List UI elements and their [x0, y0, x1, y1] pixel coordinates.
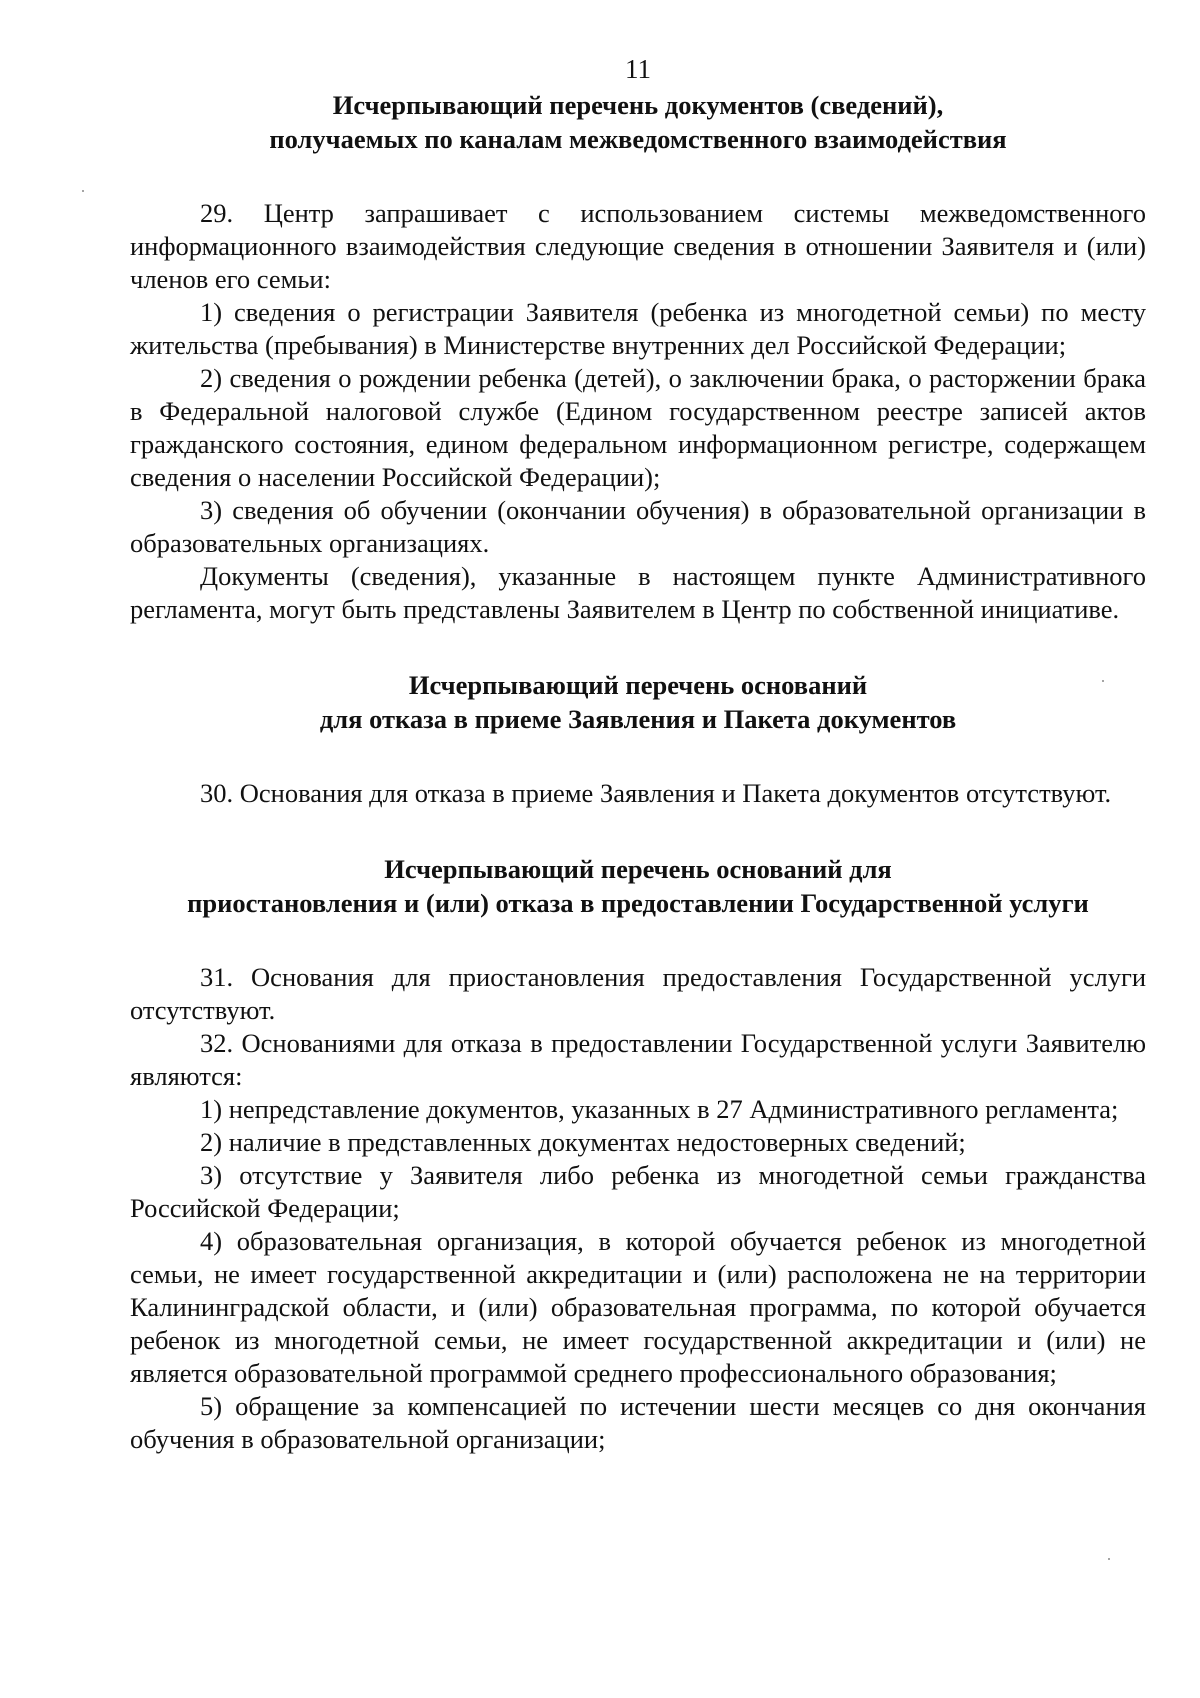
list-item-29-2: 2) сведения о рождении ребенка (детей), о заключении брака, о расторжении брака в Федеральной налоговой службе (Едином государственном реестре записей актов гражданского состояния, едином федеральном информационном регистре, содержащем сведения о населении Российской Федерации); [130, 363, 1146, 492]
scan-speck [1102, 680, 1104, 682]
page-number: 11 [625, 54, 651, 84]
list-item-29-3: 3) сведения об обучении (окончании обучения) в образовательной организации в образовательных организациях. [130, 495, 1146, 558]
section-heading-suspension-refusal [130, 852, 1146, 920]
paragraph-31: 31. Основания для приостановления предоставления Государственной услуги отсутствуют. [130, 962, 1146, 1025]
list-item-32-5: 5) обращение за компенсацией по истечении шести месяцев со дня окончания обучения в образовательной организации; [130, 1391, 1146, 1454]
paragraph-29-note: Документы (сведения), указанные в настоящем пункте Административного регламента, могут быть представлены Заявителем в Центр по собственной инициативе. [130, 561, 1146, 624]
heading-line: Исчерпывающий перечень оснований для [384, 854, 892, 884]
heading-line: Исчерпывающий перечень документов (сведений), [332, 90, 944, 120]
heading-line: приостановления и (или) отказа в предоставлении Государственной услуги [187, 888, 1089, 918]
scan-speck [82, 190, 84, 192]
paragraph-32: 32. Основаниями для отказа в предоставлении Государственной услуги Заявителю являются: [130, 1028, 1146, 1091]
heading-line: для отказа в приеме Заявления и Пакета документов [319, 704, 957, 734]
scan-speck [1108, 1558, 1110, 1560]
paragraph-30: 30. Основания для отказа в приеме Заявления и Пакета документов отсутствуют. [200, 778, 1112, 808]
list-item-32-1: 1) непредставление документов, указанных в 27 Административного регламента; [200, 1094, 1119, 1124]
paragraph-29: 29. Центр запрашивает с использованием системы межведомственного информационного взаимодействия следующие сведения в отношении Заявителя и (или) членов его семьи: [130, 198, 1146, 294]
list-item-32-2: 2) наличие в представленных документах недостоверных сведений; [200, 1127, 966, 1157]
list-item-32-3: 3) отсутствие у Заявителя либо ребенка из многодетной семьи гражданства Российской Федерации; [130, 1160, 1146, 1223]
document-page [130, 52, 1146, 1456]
heading-line: Исчерпывающий перечень оснований [408, 670, 868, 700]
heading-line: получаемых по каналам межведомственного взаимодействия [269, 124, 1007, 154]
section-heading-interagency-documents [130, 88, 1146, 156]
list-item-32-4: 4) образовательная организация, в которой обучается ребенок из многодетной семьи, не имеет государственной аккредитации и (или) расположена не на территории Калининградской области, и (или) образовательная программа, по которой обучается ребенок из многодетной семьи, не имеет государственной аккредитации и (или) не является образовательной программой среднего профессионального образования; [130, 1226, 1146, 1388]
list-item-29-1: 1) сведения о регистрации Заявителя (ребенка из многодетной семьи) по месту жительства (пребывания) в Министерстве внутренних дел Российской Федерации; [130, 297, 1146, 360]
section-heading-refusal-acceptance [130, 668, 1146, 736]
